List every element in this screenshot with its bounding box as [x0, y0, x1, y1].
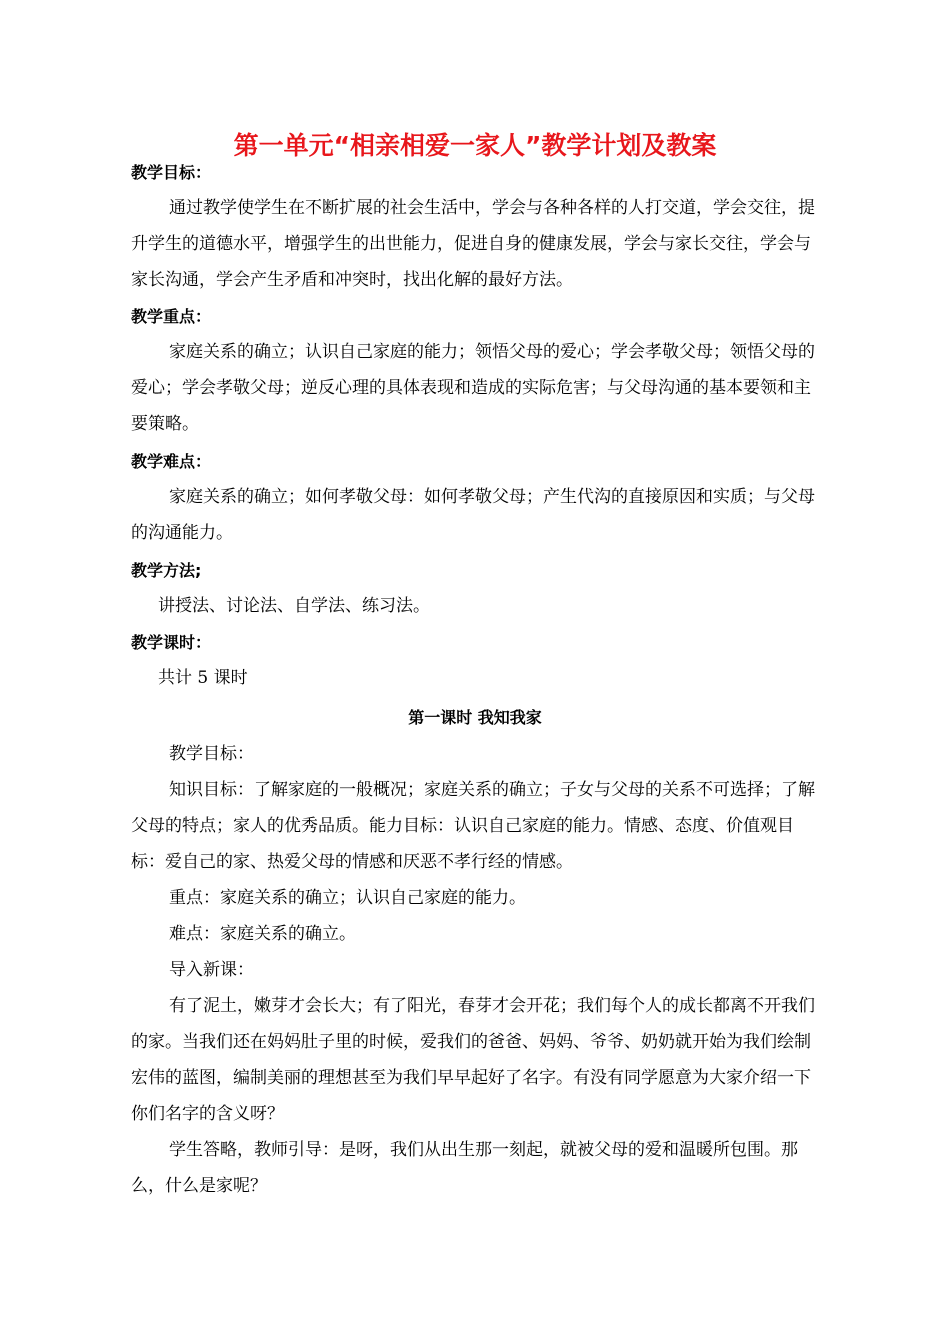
lesson1-title: 第一课时 我知我家: [408, 708, 542, 727]
document-title: 第一单元“相亲相爱一家人”教学计划及教案: [233, 131, 717, 160]
difficulties-paragraph: 家庭关系的确立；如何孝敬父母：如何孝敬父母；产生代沟的直接原因和实质；与父母的沟通能力。: [131, 487, 815, 543]
objectives-paragraph: 通过教学使学生在不断扩展的社会生活中，学会与各种各样的人打交道，学会交往，提升学生的道德水平，增强学生的出世能力，促进自身的健康发展，学会与家长交往，学会与家长沟通，学会产生矛盾和冲突时，找出化解的最好方法。: [131, 198, 815, 290]
methods-text: 讲授法、讨论法、自学法、练习法。: [158, 596, 430, 616]
methods-heading: 教学方法;: [131, 561, 202, 580]
lesson1-objectives-label: 教学目标：: [169, 744, 254, 764]
lesson1-intro-paragraph: 有了泥土，嫩芽才会长大；有了阳光，春芽才会开花；我们每个人的成长都离不开我们的家。当我们还在妈妈肚子里的时候，爱我们的爸爸、妈妈、爷爷、奶奶就开始为我们绘制宏伟的蓝图，编制美丽的理想甚至为我们早早起好了名字。有没有同学愿意为大家介绍一下你们名字的含义呀？: [131, 996, 815, 1124]
keypoints-paragraph: 家庭关系的确立；认识自己家庭的能力；领悟父母的爱心；学会孝敬父母；领悟父母的爱心；学会孝敬父母；逆反心理的具体表现和造成的实际危害；与父母沟通的基本要领和主要策略。: [131, 342, 815, 434]
hours-heading: 教学课时：: [131, 633, 212, 652]
lesson1-objectives-paragraph: 知识目标：了解家庭的一般概况；家庭关系的确立；子女与父母的关系不可选择；了解父母的特点；家人的优秀品质。能力目标：认识自己家庭的能力。情感、态度、价值观目标：爱自己的家、热爱父母的情感和厌恶不孝行经的情感。: [131, 780, 815, 872]
lesson1-difficulty: 难点：家庭关系的确立。: [169, 924, 356, 944]
lesson1-intro-label: 导入新课：: [169, 960, 254, 980]
hours-text: 共计 5 课时: [158, 668, 248, 688]
lesson1-keypoint: 重点：家庭关系的确立；认识自己家庭的能力。: [169, 888, 526, 908]
objectives-heading: 教学目标：: [131, 163, 212, 182]
difficulties-heading: 教学难点：: [131, 452, 212, 471]
lesson1-answer-paragraph: 学生答略，教师引导：是呀，我们从出生那一刻起，就被父母的爱和温暖所包围。那么，什么是家呢？: [131, 1140, 798, 1196]
keypoints-heading: 教学重点：: [131, 307, 212, 326]
